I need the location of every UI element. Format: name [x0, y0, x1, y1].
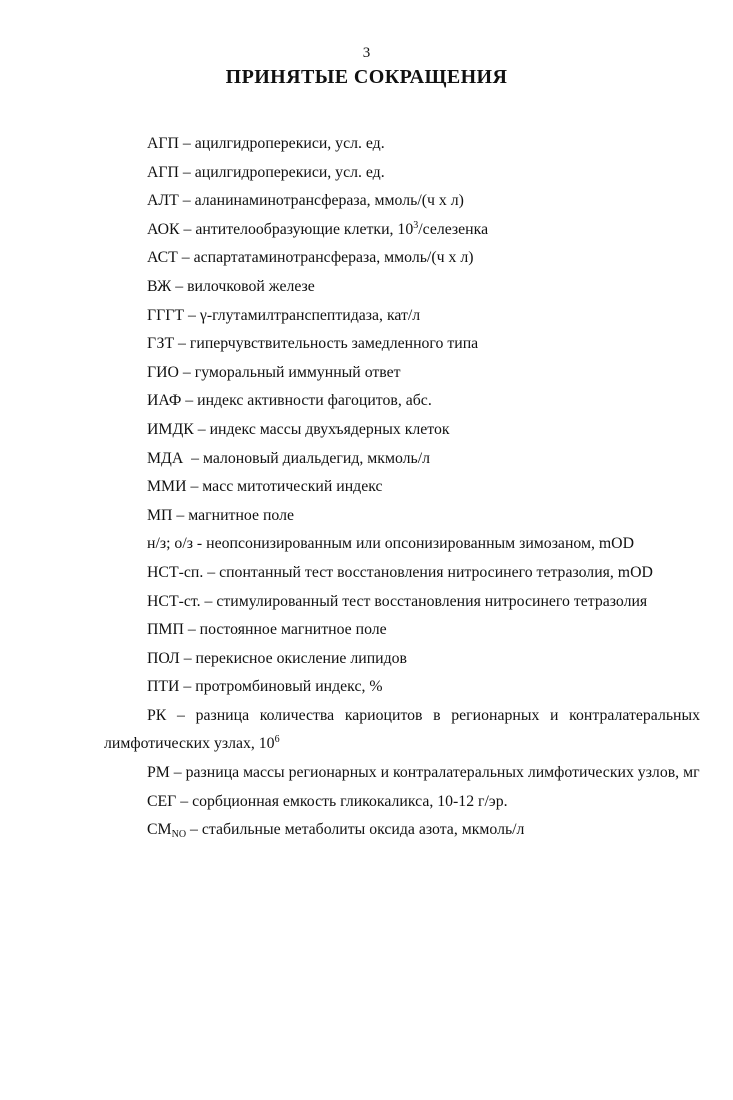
abbreviation: ИАФ: [147, 392, 182, 410]
separator: –: [178, 135, 195, 152]
definition: малоновый диальдегид, мкмоль/л: [202, 449, 430, 467]
list-item: [104, 588, 700, 617]
separator: –: [171, 277, 188, 295]
separator: –: [186, 478, 203, 496]
abbreviation: МДА: [147, 449, 184, 467]
abbreviation: ПОЛ: [147, 649, 180, 667]
list-item: [104, 473, 700, 502]
list-item: [104, 616, 700, 645]
definition: гуморальный иммунный ответ: [194, 363, 401, 381]
abbreviation-text: СМ: [147, 821, 172, 839]
definition: индекс массы двухъядерных клеток: [209, 420, 450, 438]
list-item: [104, 244, 700, 273]
list-item: [104, 502, 700, 531]
separator: –: [179, 649, 196, 667]
list-item: [104, 445, 700, 474]
separator: –: [172, 506, 189, 524]
separator: –: [178, 363, 195, 381]
separator: –: [203, 563, 220, 581]
list-item: [104, 187, 700, 216]
definition: аланинаминотрансфераза, ммоль/(ч х л): [194, 192, 464, 210]
list-item: [104, 273, 700, 302]
list-item: [104, 359, 700, 388]
superscript: 6: [274, 734, 280, 746]
abbreviation: АСТ: [147, 249, 178, 267]
abbreviation: АГП: [147, 163, 179, 181]
definition: спонтанный тест восстановления нитросинего тетразолия, mOD: [219, 563, 653, 581]
list-item: [104, 416, 700, 445]
abbreviation: РК: [147, 706, 167, 724]
definition: [195, 221, 488, 238]
definition: ацилгидроперекиси, усл. ед.: [194, 135, 385, 152]
abbreviation: ИМДК: [147, 420, 194, 438]
list-item: [104, 302, 700, 331]
abbreviation: АОК: [147, 220, 180, 238]
list-item: [104, 159, 700, 188]
abbreviation: МП: [147, 506, 173, 524]
separator: –: [183, 449, 203, 467]
definition-text: антителообразующие клетки, 10: [195, 220, 414, 238]
definition: протромбиновый индекс, %: [195, 678, 383, 696]
abbreviation: ГИО: [147, 363, 179, 381]
definition: индекс активности фагоцитов, абс.: [197, 392, 432, 410]
abbreviation: ГГГТ: [147, 306, 185, 324]
definition: вилочковой железе: [187, 277, 315, 295]
list-item: [104, 387, 700, 416]
abbreviation: СЕГ: [147, 792, 177, 810]
definition: ацилгидроперекиси, усл. ед.: [194, 163, 385, 181]
list-item: [104, 788, 700, 817]
abbreviation: НСТ-ст.: [147, 592, 201, 610]
list-item: [104, 216, 700, 245]
abbreviation: [147, 821, 187, 841]
separator: –: [200, 592, 217, 610]
definition: аспартатаминотрансфераза, ммоль/(ч х л): [193, 249, 474, 267]
list-item: [104, 673, 700, 702]
definition: магнитное поле: [188, 506, 294, 524]
abbreviation: ВЖ: [147, 277, 172, 295]
definition-text: разница количества кариоцитов в регионарных и контралатеральных лимфотических узлах, 10: [104, 706, 700, 753]
definition: сорбционная емкость гликокаликса, 10-12 г/эр.: [192, 792, 508, 810]
separator: –: [181, 392, 198, 410]
separator: –: [183, 621, 200, 639]
list-item: [104, 759, 700, 788]
abbreviation-list: [104, 130, 700, 845]
definition: разница массы регионарных и контралатеральных лимфотических узлов, мг: [185, 764, 700, 782]
definition: γ-глутамилтранспептидаза, кат/л: [199, 306, 421, 324]
separator: –: [166, 706, 196, 724]
list-item: [104, 130, 700, 159]
definition: стабильные метаболиты оксида азота, мкмоль/л: [201, 821, 525, 839]
abbreviation: АГП: [147, 135, 179, 152]
abbreviation: АЛТ: [147, 192, 179, 210]
abbreviation: ПТИ: [147, 678, 180, 696]
abbreviation: ПМП: [147, 621, 184, 639]
list-item: [104, 530, 700, 559]
abbreviation: ММИ: [147, 478, 187, 496]
separator: –: [169, 764, 186, 782]
separator: –: [179, 678, 196, 696]
page-title: ПРИНЯТЫЕ СОКРАЩЕНИЯ: [225, 66, 508, 88]
definition-text-after: /селезенка: [418, 220, 489, 238]
separator: –: [184, 306, 200, 324]
superscript: 3: [413, 219, 419, 231]
definition: постоянное магнитное поле: [199, 621, 387, 639]
separator: –: [174, 335, 190, 353]
list-item: [104, 645, 700, 674]
list-item: [104, 330, 700, 359]
abbreviation: НСТ-сп.: [147, 563, 204, 581]
separator: –: [186, 821, 202, 839]
definition: стимулированный тест восстановления нитросинего тетразолия: [216, 592, 648, 610]
page-number: 3: [362, 45, 371, 61]
abbreviation: н/з; о/з: [147, 535, 193, 553]
definition: масс митотический индекс: [202, 478, 383, 496]
abbreviation: РМ: [147, 764, 170, 782]
separator: –: [193, 420, 210, 438]
definition: неопсонизированным или опсонизированным зимозаном, mOD: [206, 535, 634, 553]
abbreviation: ГЗТ: [147, 335, 175, 353]
definition: перекисное окисление липидов: [195, 649, 408, 667]
separator: –: [178, 192, 195, 210]
subscript: NO: [171, 829, 187, 841]
separator: –: [177, 249, 194, 267]
separator: –: [178, 163, 195, 181]
definition: гиперчувствительность замедленного типа: [189, 335, 479, 353]
separator: –: [179, 220, 196, 238]
list-item: [104, 816, 700, 845]
separator: -: [192, 535, 207, 553]
list-item: [104, 559, 700, 588]
separator: –: [176, 792, 193, 810]
list-item: [104, 702, 700, 759]
